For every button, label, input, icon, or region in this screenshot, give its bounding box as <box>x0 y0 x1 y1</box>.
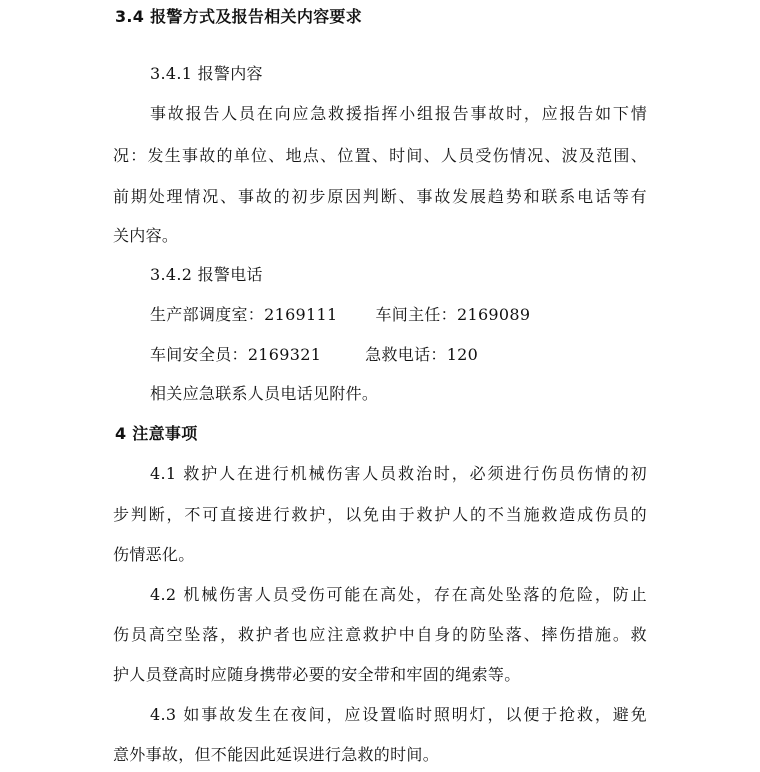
paragraph-line: 关内容。 <box>113 226 179 245</box>
contact-note: 相关应急联系人员电话见附件。 <box>150 384 379 403</box>
note-item-line: 步判断，不可直接进行救护，以免由于救护人的不当施救造成伤员的 <box>113 505 647 524</box>
contact-label: 急救电话： <box>365 345 447 364</box>
note-item-line: 伤员高空坠落，救护者也应注意救护中自身的防坠落、摔伤措施。救 <box>113 625 647 644</box>
contact-label: 车间安全员： <box>150 345 248 364</box>
paragraph-line: 前期处理情况、事故的初步原因判断、事故发展趋势和联系电话等有 <box>113 187 647 206</box>
contact-number: 2169111 <box>264 305 338 324</box>
contact-row <box>150 305 530 325</box>
note-item-line: 伤情恶化。 <box>113 545 195 564</box>
note-item-line: 意外事故，但不能因此延误进行急救的时间。 <box>113 745 440 764</box>
contact-number: 2169089 <box>456 305 531 324</box>
section-3-4-heading: 3.4 报警方式及报告相关内容要求 <box>115 7 363 26</box>
paragraph-line: 况：发生事故的单位、地点、位置、时间、人员受伤情况、波及范围、 <box>113 146 647 165</box>
section-4-heading: 4 注意事项 <box>115 424 198 443</box>
contact-label: 车间主任： <box>375 305 457 324</box>
contact-label: 生产部调度室： <box>150 305 265 324</box>
note-item-line: 4.2 机械伤害人员受伤可能在高处，存在高处坠落的危险，防止 <box>150 585 647 604</box>
paragraph-line: 事故报告人员在向应急救援指挥小组报告事故时，应报告如下情 <box>150 104 647 123</box>
note-item-line: 4.3 如事故发生在夜间，应设置临时照明灯，以便于抢救，避免 <box>150 705 647 724</box>
contact-number: 120 <box>446 345 479 364</box>
note-item-line: 4.1 救护人在进行机械伤害人员救治时，必须进行伤员伤情的初 <box>150 464 647 483</box>
contact-number: 2169321 <box>247 345 322 364</box>
contact-row <box>150 345 478 365</box>
subsection-3-4-1-title: 3.4.1 报警内容 <box>150 64 263 83</box>
subsection-3-4-2-title: 3.4.2 报警电话 <box>150 265 263 284</box>
note-item-line: 护人员登高时应随身携带必要的安全带和牢固的绳索等。 <box>113 665 521 684</box>
